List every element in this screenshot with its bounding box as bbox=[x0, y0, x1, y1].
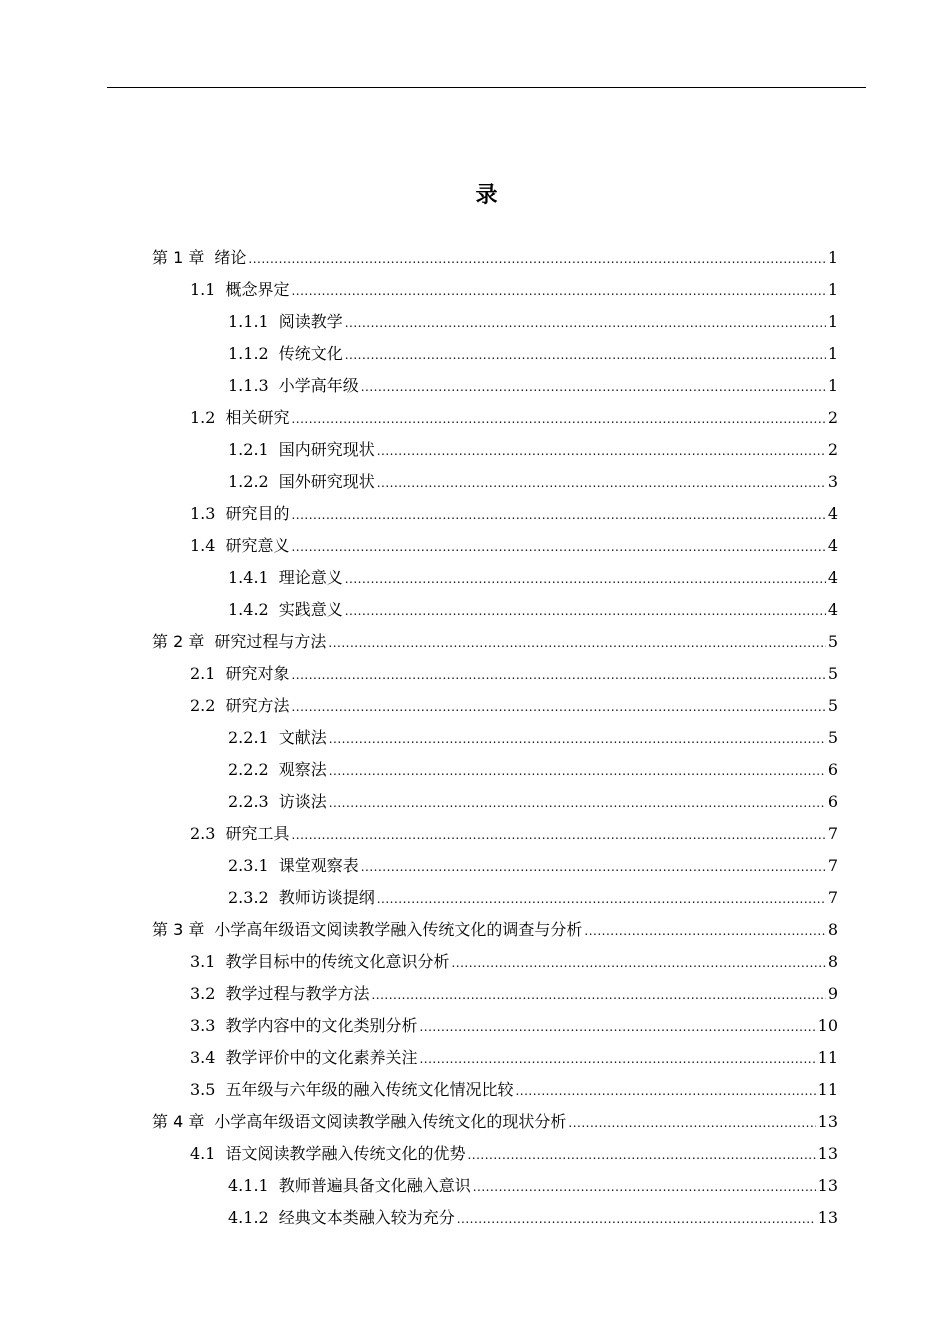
toc-entry-page: 8 bbox=[827, 952, 838, 971]
toc-dot-leader bbox=[291, 691, 825, 723]
toc-entry-number: 第 3 章 bbox=[152, 920, 205, 939]
toc-entry-title: 概念界定 bbox=[225, 280, 290, 299]
toc-entry-page: 4 bbox=[827, 504, 838, 523]
toc-entry-page: 7 bbox=[827, 856, 838, 875]
toc-entry-number: 1.1 bbox=[190, 280, 216, 299]
toc-dot-leader bbox=[371, 979, 825, 1011]
toc-dot-leader bbox=[329, 755, 826, 787]
toc-dot-leader bbox=[361, 371, 826, 403]
toc-entry[interactable] bbox=[190, 1042, 838, 1074]
toc-entry-title: 小学高年级 bbox=[278, 376, 359, 395]
toc-entry-page: 1 bbox=[827, 312, 838, 331]
toc-entry-title: 五年级与六年级的融入传统文化情况比较 bbox=[225, 1080, 514, 1099]
toc-entry-title: 相关研究 bbox=[225, 408, 290, 427]
toc-dot-leader bbox=[291, 531, 825, 563]
toc-entry[interactable] bbox=[228, 850, 838, 882]
toc-entry[interactable] bbox=[228, 1170, 838, 1202]
toc-entry-page: 3 bbox=[827, 472, 838, 491]
toc-entry-number: 3.2 bbox=[190, 984, 216, 1003]
toc-dot-leader bbox=[328, 627, 825, 659]
toc-entry[interactable] bbox=[228, 434, 838, 466]
toc-dot-leader bbox=[291, 403, 825, 435]
toc-entry[interactable] bbox=[228, 594, 838, 626]
toc-dot-leader bbox=[515, 1075, 815, 1107]
toc-entry-title: 研究目的 bbox=[225, 504, 290, 523]
toc-entry[interactable] bbox=[228, 882, 838, 914]
toc-entry[interactable] bbox=[190, 946, 838, 978]
toc-entry-title: 研究方法 bbox=[225, 696, 290, 715]
toc-entry[interactable] bbox=[190, 1010, 838, 1042]
toc-entry-page: 1 bbox=[827, 376, 838, 395]
toc-entry-page: 1 bbox=[827, 344, 838, 363]
toc-entry[interactable] bbox=[228, 338, 838, 370]
toc-entry-page: 10 bbox=[817, 1016, 838, 1035]
toc-entry[interactable] bbox=[228, 466, 838, 498]
toc-entry[interactable] bbox=[228, 562, 838, 594]
toc-dot-leader bbox=[248, 243, 825, 275]
toc-dot-leader bbox=[345, 563, 826, 595]
toc-entry-number: 1.1.2 bbox=[228, 344, 269, 363]
toc-entry[interactable] bbox=[190, 658, 838, 690]
toc-dot-leader bbox=[291, 499, 825, 531]
toc-entry[interactable] bbox=[190, 402, 838, 434]
toc-entry-page: 6 bbox=[827, 760, 838, 779]
toc-entry-page: 2 bbox=[827, 440, 838, 459]
toc-entry-title: 教学目标中的传统文化意识分析 bbox=[225, 952, 450, 971]
toc-dot-leader bbox=[345, 339, 826, 371]
toc-dot-leader bbox=[584, 915, 825, 947]
toc-entry[interactable] bbox=[152, 626, 838, 658]
toc-entry[interactable] bbox=[152, 1106, 838, 1138]
toc-entry-number: 2.2.2 bbox=[228, 760, 269, 779]
toc-dot-leader bbox=[377, 883, 826, 915]
toc-entry-title: 教学内容中的文化类别分析 bbox=[225, 1016, 418, 1035]
toc-entry-title: 理论意义 bbox=[278, 568, 343, 587]
toc-entry-title: 研究过程与方法 bbox=[214, 632, 327, 651]
toc-dot-leader bbox=[345, 595, 826, 627]
toc-dot-leader bbox=[568, 1107, 815, 1139]
toc-entry[interactable] bbox=[228, 370, 838, 402]
toc-entry-number: 4.1.1 bbox=[228, 1176, 269, 1195]
toc-entry-number: 2.2.1 bbox=[228, 728, 269, 747]
toc-entry-page: 13 bbox=[817, 1144, 838, 1163]
toc-entry-page: 1 bbox=[827, 280, 838, 299]
toc-entry-title: 文献法 bbox=[278, 728, 327, 747]
toc-entry-title: 观察法 bbox=[278, 760, 327, 779]
toc-entry-number: 1.1.1 bbox=[228, 312, 269, 331]
toc-entry-page: 5 bbox=[827, 696, 838, 715]
toc-dot-leader bbox=[377, 467, 826, 499]
toc-dot-leader bbox=[361, 851, 826, 883]
toc-dot-leader bbox=[291, 819, 825, 851]
toc-entry-number: 1.4 bbox=[190, 536, 216, 555]
toc-entry-number: 3.5 bbox=[190, 1080, 216, 1099]
toc-entry-page: 7 bbox=[827, 824, 838, 843]
toc-entry[interactable] bbox=[228, 1202, 838, 1234]
toc-entry-page: 4 bbox=[827, 568, 838, 587]
toc-dot-leader bbox=[473, 1171, 816, 1203]
toc-entry[interactable] bbox=[152, 914, 838, 946]
toc-entry-number: 3.3 bbox=[190, 1016, 216, 1035]
toc-entry[interactable] bbox=[190, 1138, 838, 1170]
toc-dot-leader bbox=[457, 1203, 816, 1235]
toc-entry-number: 2.3 bbox=[190, 824, 216, 843]
toc-dot-leader bbox=[419, 1043, 815, 1075]
toc-dot-leader bbox=[329, 723, 826, 755]
toc-entry-title: 访谈法 bbox=[278, 792, 327, 811]
toc-entry-page: 9 bbox=[827, 984, 838, 1003]
toc-entry-page: 6 bbox=[827, 792, 838, 811]
toc-entry-number: 3.1 bbox=[190, 952, 216, 971]
toc-entry-page: 13 bbox=[817, 1176, 838, 1195]
toc-entry-title: 国内研究现状 bbox=[278, 440, 375, 459]
toc-entry[interactable] bbox=[228, 786, 838, 818]
toc-entry-page: 4 bbox=[827, 536, 838, 555]
toc-entry-title: 传统文化 bbox=[278, 344, 343, 363]
toc-entry-number: 3.4 bbox=[190, 1048, 216, 1067]
toc-entry-page: 4 bbox=[827, 600, 838, 619]
toc-entry-title: 研究对象 bbox=[225, 664, 290, 683]
toc-entry-number: 2.3.2 bbox=[228, 888, 269, 907]
toc-entry-number: 4.1 bbox=[190, 1144, 216, 1163]
toc-entry[interactable] bbox=[190, 1074, 838, 1106]
toc-entry-title: 绪论 bbox=[214, 248, 247, 267]
header-rule bbox=[107, 87, 866, 88]
toc-entry-page: 13 bbox=[817, 1208, 838, 1227]
toc-entry-number: 1.1.3 bbox=[228, 376, 269, 395]
toc-entry-title: 教师访谈提纲 bbox=[278, 888, 375, 907]
toc-entry-page: 5 bbox=[827, 632, 838, 651]
toc-dot-leader bbox=[419, 1011, 815, 1043]
toc-dot-leader bbox=[291, 275, 825, 307]
toc-entry-number: 2.1 bbox=[190, 664, 216, 683]
toc-entry-number: 2.2 bbox=[190, 696, 216, 715]
toc-entry-title: 小学高年级语文阅读教学融入传统文化的调查与分析 bbox=[214, 920, 583, 939]
toc-entry-page: 5 bbox=[827, 728, 838, 747]
toc-entry-number: 1.4.2 bbox=[228, 600, 269, 619]
toc-title: 录 bbox=[475, 183, 498, 208]
toc-entry-title: 阅读教学 bbox=[278, 312, 343, 331]
toc-entry-number: 1.4.1 bbox=[228, 568, 269, 587]
toc-entry[interactable] bbox=[228, 754, 838, 786]
toc-entry-number: 2.2.3 bbox=[228, 792, 269, 811]
toc-entry-page: 1 bbox=[827, 248, 838, 267]
toc-entry[interactable] bbox=[190, 498, 838, 530]
toc-entry-page: 13 bbox=[817, 1112, 838, 1131]
toc-entry-number: 4.1.2 bbox=[228, 1208, 269, 1227]
toc-entry-page: 11 bbox=[817, 1048, 838, 1067]
toc-entry-title: 实践意义 bbox=[278, 600, 343, 619]
toc-entry-title: 研究意义 bbox=[225, 536, 290, 555]
toc-dot-leader bbox=[467, 1139, 815, 1171]
toc-dot-leader bbox=[329, 787, 826, 819]
toc-dot-leader bbox=[377, 435, 826, 467]
toc-entry-title: 研究工具 bbox=[225, 824, 290, 843]
toc-entry[interactable] bbox=[190, 690, 838, 722]
toc-entry[interactable] bbox=[190, 818, 838, 850]
toc-entry[interactable] bbox=[152, 242, 838, 274]
toc-entry-title: 语文阅读教学融入传统文化的优势 bbox=[225, 1144, 466, 1163]
toc-dot-leader bbox=[345, 307, 826, 339]
toc-entry-title: 经典文本类融入较为充分 bbox=[278, 1208, 455, 1227]
toc-entry-page: 5 bbox=[827, 664, 838, 683]
toc-entry-page: 8 bbox=[827, 920, 838, 939]
toc-entry-title: 教学评价中的文化素养关注 bbox=[225, 1048, 418, 1067]
toc-entry[interactable] bbox=[228, 306, 838, 338]
toc-entry-page: 2 bbox=[827, 408, 838, 427]
toc-entry-number: 1.3 bbox=[190, 504, 216, 523]
toc-entry[interactable] bbox=[190, 978, 838, 1010]
toc-entry-number: 第 2 章 bbox=[152, 632, 205, 651]
toc-entry-number: 1.2 bbox=[190, 408, 216, 427]
toc-entry-title: 教学过程与教学方法 bbox=[225, 984, 370, 1003]
toc-entry-title: 国外研究现状 bbox=[278, 472, 375, 491]
toc-entry-page: 11 bbox=[817, 1080, 838, 1099]
toc-entry-number: 第 4 章 bbox=[152, 1112, 205, 1131]
toc-entry-number: 2.3.1 bbox=[228, 856, 269, 875]
toc-entry-title: 小学高年级语文阅读教学融入传统文化的现状分析 bbox=[214, 1112, 567, 1131]
toc-dot-leader bbox=[291, 659, 825, 691]
toc-entry[interactable] bbox=[190, 274, 838, 306]
toc-entry-title: 课堂观察表 bbox=[278, 856, 359, 875]
toc-entry-page: 7 bbox=[827, 888, 838, 907]
toc-dot-leader bbox=[451, 947, 825, 979]
toc-entry[interactable] bbox=[190, 530, 838, 562]
toc-entry-number: 1.2.2 bbox=[228, 472, 269, 491]
toc-entry-number: 第 1 章 bbox=[152, 248, 205, 267]
toc-entry-number: 1.2.1 bbox=[228, 440, 269, 459]
toc-entry-title: 教师普遍具备文化融入意识 bbox=[278, 1176, 471, 1195]
toc-entry[interactable] bbox=[228, 722, 838, 754]
